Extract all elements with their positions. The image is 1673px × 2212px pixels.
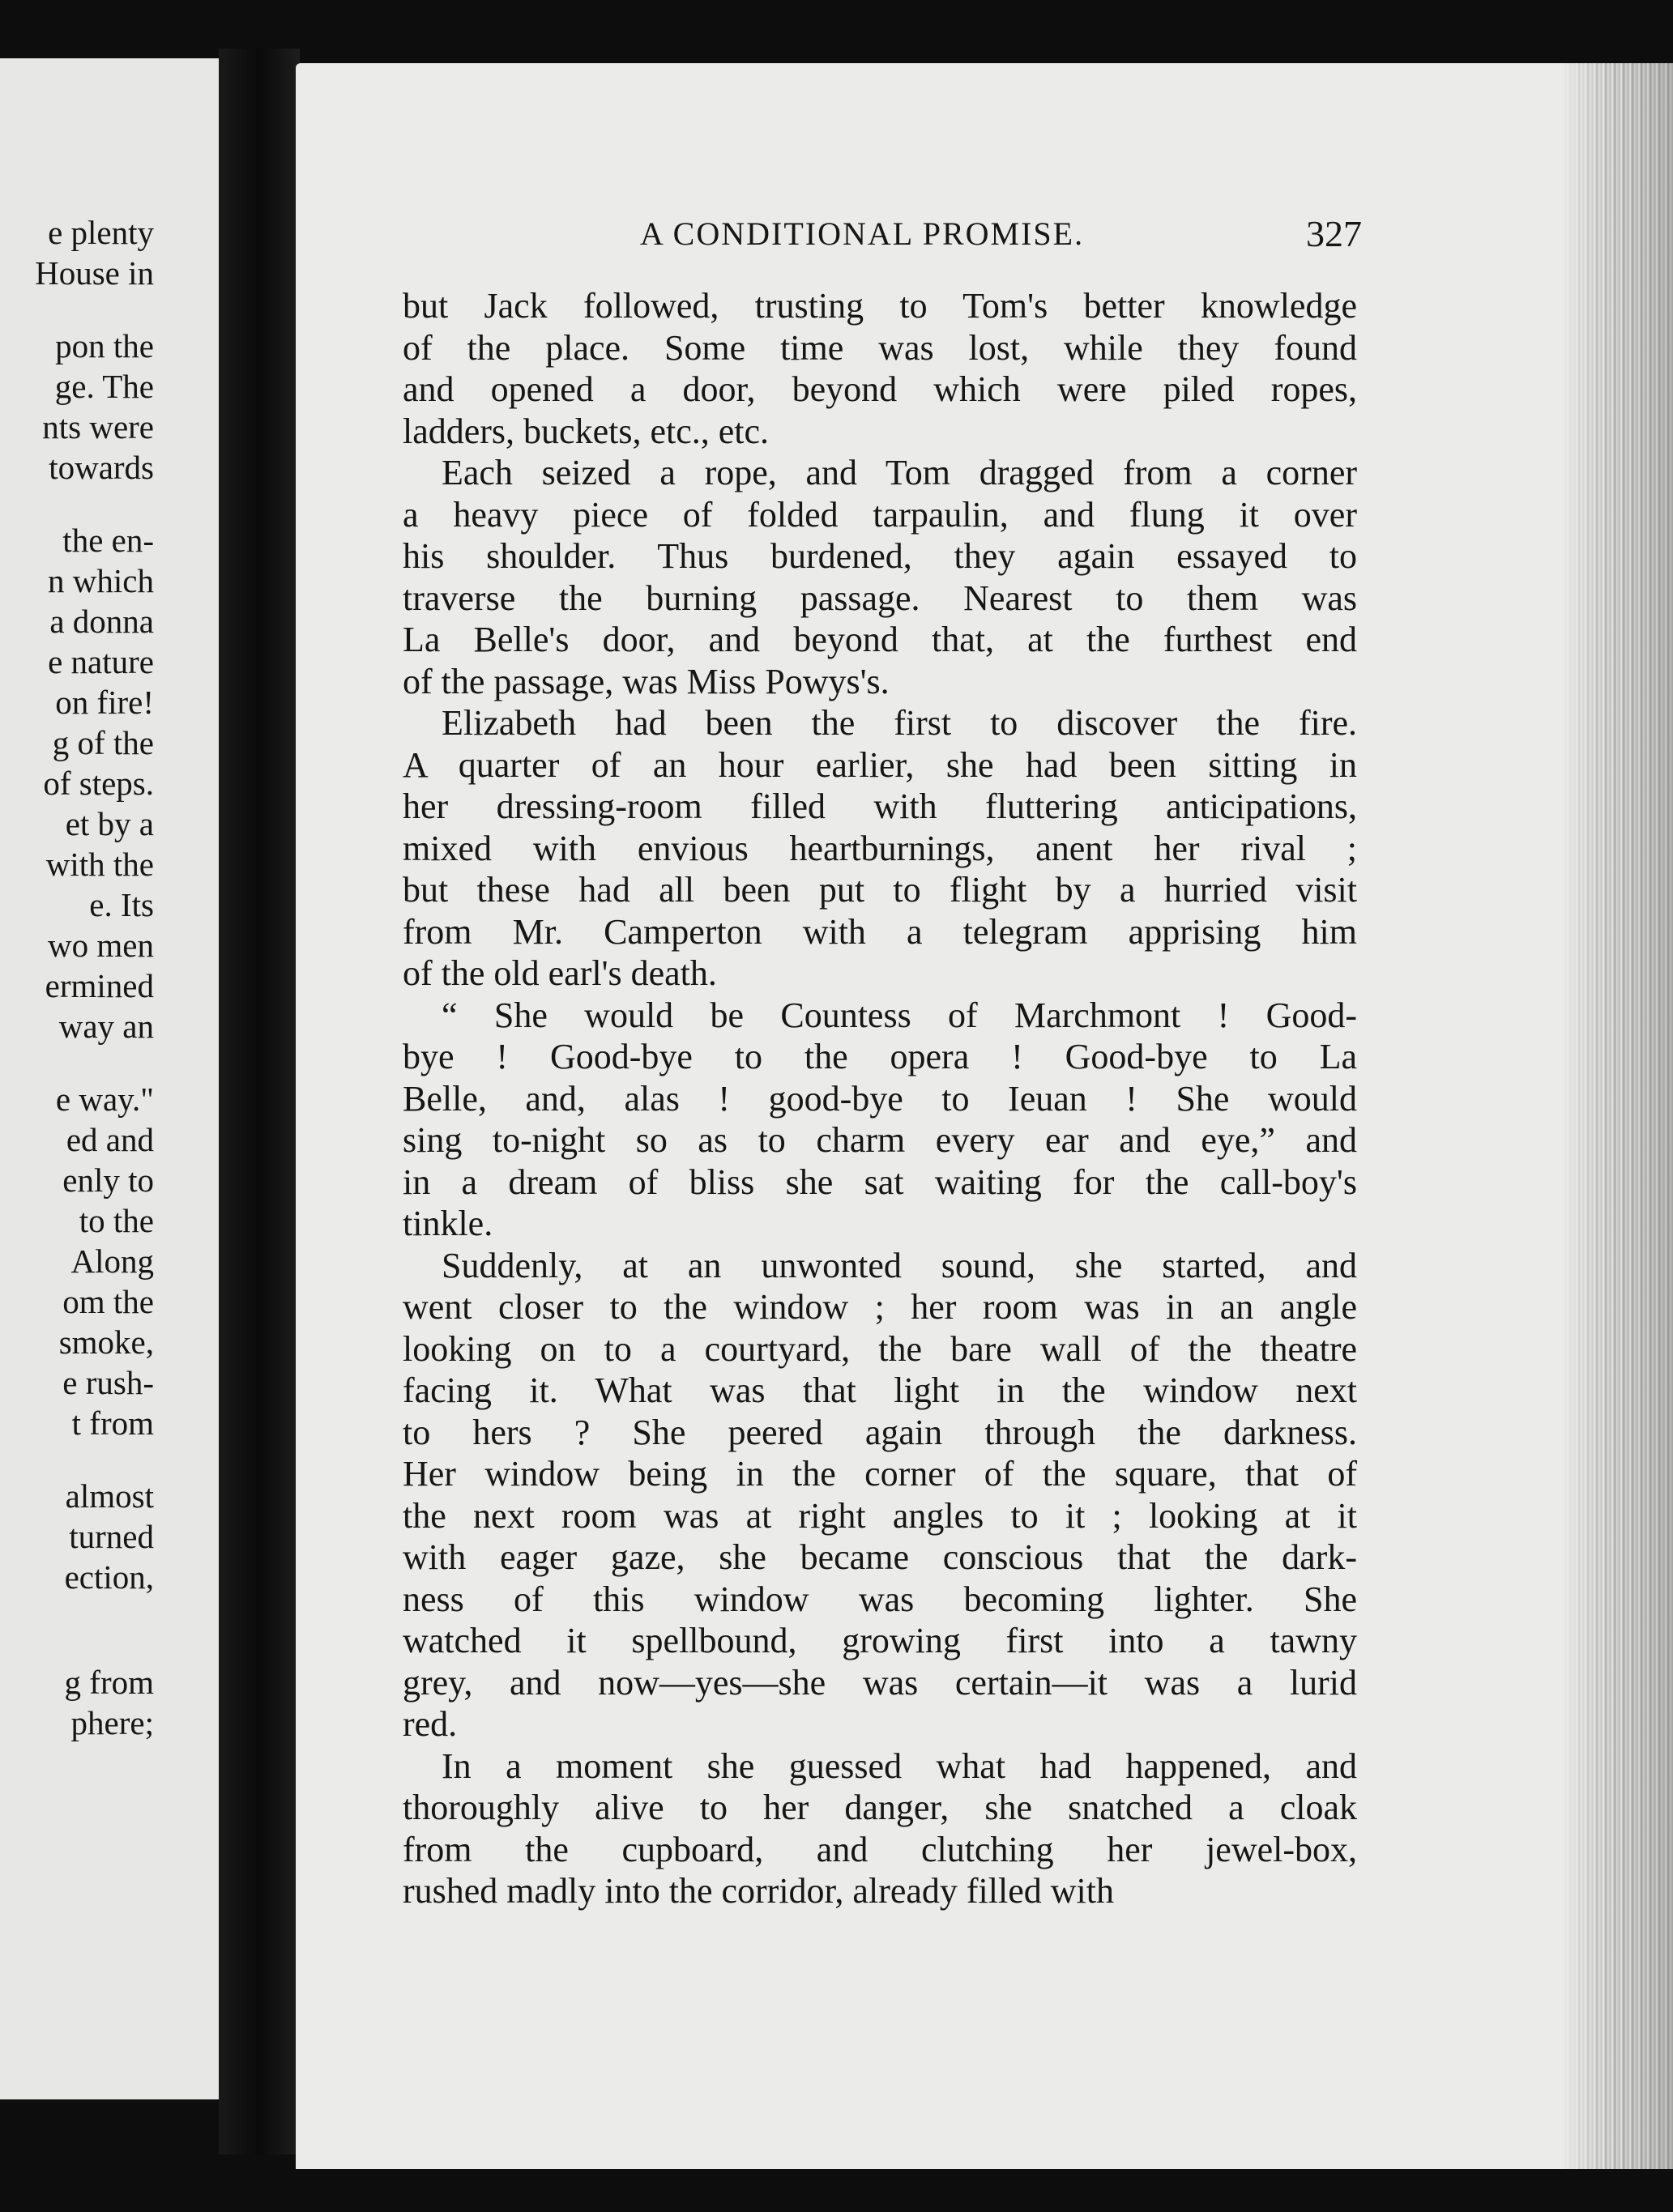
text-line: bye ! Good-bye to the opera ! Good-bye to La xyxy=(403,1037,1357,1076)
text-line: mixed with envious heartburnings, anent her rival ; xyxy=(403,828,1357,868)
left-page-line: g from xyxy=(64,1664,154,1701)
page-number: 327 xyxy=(1306,213,1362,254)
page-edges xyxy=(1564,63,1673,2169)
left-page-line: om the xyxy=(62,1283,154,1320)
text-line: from the cupboard, and clutching her jewel-box, xyxy=(403,1829,1357,1869)
text-line: Belle, and, alas ! good-bye to Ieuan ! She would xyxy=(403,1078,1357,1119)
text-line: looking on to a courtyard, the bare wall of the theatre xyxy=(403,1328,1357,1369)
left-page-line: n which xyxy=(48,562,154,599)
text-line: rushed madly into the corridor, already filled with xyxy=(403,1871,1114,1911)
left-page-line: e way." xyxy=(55,1080,154,1118)
left-page-line: e nature xyxy=(48,643,154,680)
left-page-line: on fire! xyxy=(55,684,154,721)
text-line: Each seized a rope, and Tom dragged from a corner xyxy=(442,453,1357,492)
left-page-line: wo men xyxy=(48,927,154,964)
left-page-line: of steps. xyxy=(43,765,154,802)
left-page-line: e. Its xyxy=(89,886,154,923)
text-line: thoroughly alive to her danger, she snatched a cloak xyxy=(403,1788,1357,1827)
paragraph xyxy=(403,995,1357,1245)
book-spine xyxy=(219,49,300,2154)
left-page-line: almost xyxy=(65,1477,154,1515)
paragraph xyxy=(403,702,1357,995)
left-page-line: towards xyxy=(49,449,154,486)
left-page-line: g of the xyxy=(52,724,154,761)
paragraph xyxy=(403,1745,1357,1912)
left-page-line: to the xyxy=(79,1202,154,1239)
left-page-line: ection, xyxy=(64,1558,154,1596)
left-page-line: the en- xyxy=(62,522,154,559)
paragraph xyxy=(403,1245,1357,1745)
left-page-line: et by a xyxy=(65,805,154,842)
left-page-line: pon the xyxy=(55,327,154,364)
text-line: went closer to the window ; her room was in an angle xyxy=(403,1287,1357,1327)
paragraph xyxy=(403,285,1357,452)
left-page-line: nts were xyxy=(42,408,154,445)
text-line: A quarter of an hour earlier, she had been sitting in xyxy=(403,744,1357,785)
text-line: but these had all been put to flight by a hurried visit xyxy=(403,870,1357,910)
text-line: ladders, buckets, etc., etc. xyxy=(403,411,770,451)
text-line: facing it. What was that light in the window next xyxy=(403,1370,1357,1410)
left-page-line: a donna xyxy=(49,603,154,640)
text-line: the next room was at right angles to it ; looking at it xyxy=(403,1495,1357,1536)
left-page-line: e plenty xyxy=(48,214,154,251)
text-line: traverse the burning passage. Nearest to them was xyxy=(403,578,1357,618)
left-page-line: t from xyxy=(71,1404,154,1442)
text-line: but Jack followed, trusting to Tom's better knowledge xyxy=(403,286,1357,326)
left-page-line: Along xyxy=(70,1242,154,1280)
text-line: “ She would be Countess of Marchmont ! Good- xyxy=(442,995,1357,1035)
text-line: La Belle's door, and beyond that, at the furthest end xyxy=(403,620,1357,659)
text-line: to hers ? She peered again through the darkness. xyxy=(403,1412,1357,1452)
left-page-line: House in xyxy=(35,254,154,292)
left-page-line: e rush- xyxy=(62,1364,154,1401)
text-line: ness of this window was becoming lighter. She xyxy=(403,1579,1357,1619)
paragraph xyxy=(403,452,1357,702)
left-page-line: smoke, xyxy=(58,1323,154,1361)
text-line: sing to-night so as to charm every ear and eye,” and xyxy=(403,1120,1357,1160)
text-line: Elizabeth had been the first to discover the fire. xyxy=(442,703,1357,743)
text-line: her dressing-room filled with fluttering anticipations, xyxy=(403,786,1357,826)
text-line: In a moment she guessed what had happened, and xyxy=(442,1745,1357,1786)
left-page-line: way an xyxy=(58,1008,154,1045)
left-page-line: ed and xyxy=(66,1121,154,1158)
running-head: A CONDITIONAL PROMISE. xyxy=(640,215,1085,252)
text-line: in a dream of bliss she sat waiting for the call-boy's xyxy=(403,1161,1357,1202)
text-line: a heavy piece of folded tarpaulin, and flung it over xyxy=(403,494,1357,535)
left-page-line: enly to xyxy=(62,1161,154,1199)
left-page-line: with the xyxy=(45,846,154,883)
text-line: tinkle. xyxy=(403,1204,493,1243)
text-line: his shoulder. Thus burdened, they again essayed to xyxy=(403,536,1357,576)
text-line: with eager gaze, she became conscious that the dark- xyxy=(403,1537,1357,1577)
left-page-line: phere; xyxy=(70,1704,154,1741)
left-page-line: ge. The xyxy=(54,368,154,405)
text-line: Her window being in the corner of the square, that of xyxy=(403,1454,1357,1494)
text-line: Suddenly, at an unwonted sound, she started, and xyxy=(442,1245,1357,1285)
text-line: red. xyxy=(403,1704,458,1744)
left-page-line: ermined xyxy=(45,967,154,1004)
left-page-line: turned xyxy=(69,1518,154,1555)
text-line: from Mr. Camperton with a telegram apprising him xyxy=(403,911,1357,952)
body-text xyxy=(403,285,1357,1912)
text-line: grey, and now—yes—she was certain—it was a lurid xyxy=(403,1662,1357,1703)
text-line: of the place. Some time was lost, while they found xyxy=(403,327,1357,368)
text-line: and opened a door, beyond which were piled ropes, xyxy=(403,369,1357,409)
text-line: watched it spellbound, growing first into a tawny xyxy=(403,1621,1357,1660)
text-line: of the passage, was Miss Powys's. xyxy=(403,661,890,701)
text-line: of the old earl's death. xyxy=(403,953,717,993)
